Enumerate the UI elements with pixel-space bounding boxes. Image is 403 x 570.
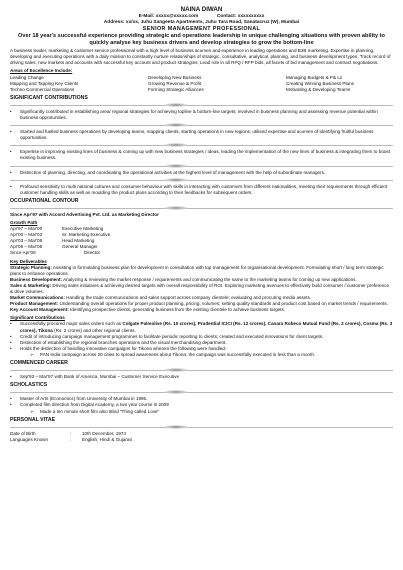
divider (10, 143, 393, 147)
excellence-item: Developing New Business (148, 74, 202, 80)
personal-title: PERSONAL VITAE (10, 416, 56, 423)
candidate-name: NAINA DIWAN (180, 6, 223, 13)
bullet-icon: • (10, 333, 12, 339)
bullet-icon: • (10, 402, 12, 408)
growth-period: Since Apr'08 (10, 250, 36, 256)
significant-contributions-title: Significant Contributions (10, 315, 65, 321)
growth-path (10, 226, 393, 256)
list-item: • Profound sensitivity to multi national cultures and consumer behaviour with skills in interacting with customers from different nationalities, meeting their requirements through efficient customer handling skills as well as moulding the product plans according to their feedbacks for subsequent orders. (10, 183, 388, 195)
tagline: Over 18 year's successful experience providing strategic and operations leadership in unique challenging situations with proven ability to quickly analyse key business drivers and develop strategies to grow the bottom-line (18, 33, 385, 46)
excellence-title: Areas of Excellence Include: (10, 68, 73, 74)
excellence-item: Creating Winning Business Plans (286, 80, 354, 86)
growth-role: Director (84, 250, 101, 256)
bullet-icon: • (10, 345, 12, 351)
divider (10, 164, 393, 168)
occupational-title: OCCUPATIONAL CONTOUR (10, 197, 79, 204)
growth-role: Head Marketing (62, 238, 95, 244)
bullet-icon: • (10, 374, 12, 380)
deliverables-title: Key Deliverables (10, 258, 47, 264)
growth-role: General Manager (62, 244, 98, 250)
deliverable: Market Communications: Handling the trade communications and sales support across company clientele; evaluating and procuring media assets. (10, 295, 312, 301)
bullet-icon: • (10, 183, 12, 189)
excellence-item: Growing Revenue & Profit (148, 80, 202, 86)
divider (10, 368, 393, 372)
bullet-icon: • (10, 339, 12, 345)
growth-period: Apr'03 – Mar'05 (10, 238, 43, 244)
deliverable: Strategic Planning: Assisting in formulating business plan for development in consultation with top management for organisational development. Formulating short / long term strategic plans to enhance operations. (10, 264, 384, 276)
list-item: • Sep'93 – Mar'97 with Bank of America, Mumbai – Customer Service Executive (10, 374, 180, 380)
growth-period: Apr'00 – Mar'03 (10, 232, 43, 238)
growth-role: Sr. Marketing Executive (62, 232, 111, 238)
deliverable: Key Account Management: Identifying prospective clients, generating business from the existing clientele to achieve business targets. (10, 307, 286, 313)
list-item: • Significantly contributed in establishing area/ regional strategies for achieving topline & bottom-line targets; involved in business planning and assessing revenue potential within business opportunities. (10, 108, 378, 121)
address: Address: xx/xx, Juhu Sangeeta Apartments, Juhu Tara Road, Sanatacruz (W), Mumbai (103, 20, 300, 25)
list-item: • Distinction of planning, directing, and coordinating the operational activities at the highest level of management with the help of subordinate managers. (10, 169, 326, 175)
email: E-Mail: xxxxx@xxxxx.com (138, 14, 199, 19)
divider (10, 390, 393, 394)
excellence-item: Forming Strategic Alliances (148, 86, 204, 92)
excellence-item: Motivating & Developing Teams (286, 86, 351, 92)
bullet-icon: • (10, 396, 12, 402)
list-item: • Successfully procured major sales orders such as Colgate Palmolive (Rs. 10 crores), Prudential ICICI (Rs. 12 crores), Canara Robeco Mutual Fund (Rs. 2 crores), Cosma (Rs. 3 crores), Tikona (Rs. 2 crores) and other regional clients. (10, 321, 393, 333)
sub-list-item: ➢ Made a ten minute short film also titled "Thing called Love" (30, 408, 160, 414)
divider (10, 425, 393, 429)
bullet-icon: • (10, 169, 12, 175)
phone: Contact: xxxxxxxxxx (216, 14, 265, 19)
excellence-item: Managing Budgets & P& Ls (286, 74, 343, 80)
summary: A business leader, marketing & customer service professional with a high level of business acumen and experience in leading operations and B2B marketing. Expertise in planning, developing and executing operations with a daily mission to constantly nurture relationships of strategic, consultative, analytical, planning, and business development types. Track record of driving sales, new markets and accounts with successful key account and product strategies; Lead role in all RFQ / RFP bids, all facets of bid management and contract negotiations. (10, 48, 391, 66)
excellence-item: Leading Change (10, 74, 44, 80)
personal-row: Languages Known : English, Hindi & Gujarati (10, 436, 132, 442)
deliverable: Sales & Marketing: Driving sales initiatives & achieving desired targets with overall responsibility of ROI. Exploring marketing avenues to effectively build consumer / customer preference & drive volumes. (10, 282, 390, 294)
current-employer: Since Apr'97 with Accord Advertising Pvt. Ltd. as Marketing Director (10, 211, 159, 217)
divider (10, 103, 393, 107)
list-item: • Master of Arts (Economics) from University of Mumbai in 1995. (10, 396, 148, 402)
bullet-icon: • (10, 129, 12, 135)
deliverable: Business Development: Analyzing & reviewing the market response / requirements and communicating the same to the marketing teams for coming up new applications. (10, 276, 357, 282)
bullet-icon: • (10, 108, 12, 114)
career-title: COMMENCED CAREER (10, 360, 68, 367)
bullet-icon: • (10, 321, 12, 327)
list-item: • Expertise in improving existing lines of business & coming up with new business strategies / ideas, leading the implementation of the new lines of business & integrating them to boost existing business. (10, 149, 390, 161)
arrow-icon: ➢ (30, 351, 34, 357)
growth-period: Apr'97 – Mar'00 (10, 226, 43, 232)
bullet-icon: • (10, 149, 12, 155)
excellence-grid (10, 75, 393, 93)
deliverable: Product Management: Understanding overall operations for proper product planning, pricing, volumes; setting quality standards and product cost based on market trends / requirements. (10, 301, 388, 307)
list-item: • Completed film direction from Digital Academy, a two year course in 2009 (10, 402, 169, 408)
headline: SENIOR MANAGEMENT PROFESSIONAL (142, 26, 261, 32)
list-item: • Holds the distinction of handling innovative campaigns for Tikona wherein the following were handled: (10, 345, 227, 351)
divider (10, 123, 393, 127)
list-item: • Distinction of establishing the regional branches operations and the visual merchandising department. (10, 339, 227, 345)
divider (10, 206, 393, 210)
growth-role: Executive Marketing (62, 226, 104, 232)
excellence-item: Techno Commercial Operations (10, 86, 75, 92)
arrow-icon: ➢ (30, 408, 34, 414)
sub-list-item: ➢ PAN India campaign across 20 cities to spread awareness about Tikona; the campaign was successfully executed in less than a month. (30, 351, 316, 357)
list-item: • Credit of introducing campaign management programmes to facilitate periodic reporting to clients; created and executed innovations for client targets. (10, 333, 324, 339)
scholastics-title: SCHOLASTICS (10, 382, 48, 389)
divider (10, 178, 393, 182)
excellence-item: Mapping and Tapping Key Clients (10, 80, 79, 86)
growth-period: Apr'05 – Mar'08 (10, 244, 43, 250)
contributions-title: SIGNIFICANT CONTRIBUTIONS (10, 94, 88, 101)
list-item: • Started and fuelled business operations by developing teams, mapping clients, starting operations in new regions; utilised expertise and acumen of identifying fruitful business opportunities. (10, 129, 374, 141)
personal-row: Date of Birth : 10th December, 1974 (10, 430, 126, 436)
growth-path-title: Growth Path (10, 219, 38, 225)
